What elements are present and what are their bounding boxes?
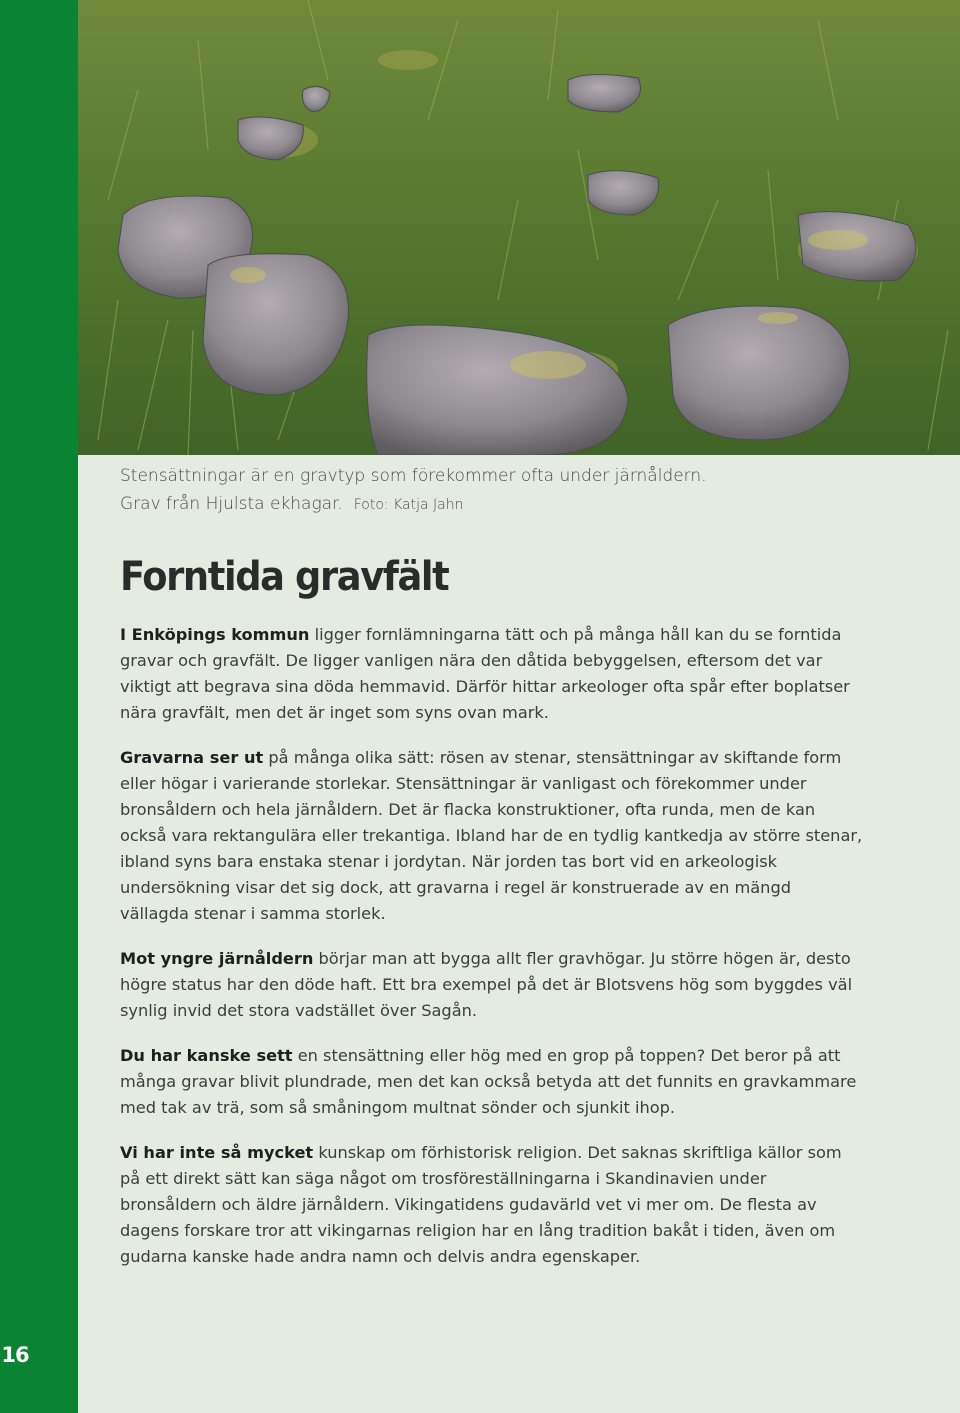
paragraph-text: en stensättning eller hög med en grop på toppen? Det beror på att många gravar blivit plundrade, men det kan också betyda att det funnits en gravkammare med tak av trä, som så småningom multnat sönder och sjunkit ihop. — [120, 1046, 857, 1117]
page-title: Forntida gravfält — [120, 554, 449, 600]
photo-caption — [120, 462, 920, 519]
grave-photo — [78, 0, 960, 455]
paragraph-3 — [120, 946, 865, 1024]
paragraph-lead: I Enköpings kommun — [120, 625, 310, 644]
side-stripe — [0, 0, 78, 1413]
photo-credit: Foto: Katja Jahn — [353, 497, 464, 513]
paragraph-1 — [120, 622, 865, 726]
paragraph-text: kunskap om förhistorisk religion. Det saknas skriftliga källor som på ett direkt sätt kan säga något om trosföreställningarna i Skandinavien under bronsåldern och äldre järnåldern. Vikingatidens gudavärld vet vi mer om. De flesta av dagens forskare tror att vikingarnas religion har en lång tradition bakåt i tiden, även om gudarna kanske hade andra namn och delvis andra egenskaper. — [120, 1143, 842, 1266]
paragraph-5 — [120, 1140, 865, 1270]
paragraph-text: börjar man att bygga allt fler gravhögar. Ju större högen är, desto högre status har den döde haft. Ett bra exempel på det är Blotsvens hög som byggdes väl synlig invid det stora vadstället över Sagån. — [120, 949, 853, 1020]
paragraph-lead: Mot yngre järnåldern — [120, 949, 314, 968]
paragraph-lead: Gravarna ser ut — [120, 748, 264, 767]
paragraph-lead: Du har kanske sett — [120, 1046, 293, 1065]
caption-line-1: Stensättningar är en gravtyp som förekommer ofta under järnåldern. — [120, 466, 707, 486]
content — [120, 462, 920, 1266]
page-number: 16 — [1, 1343, 29, 1367]
paragraph-text: ligger fornlämningarna tätt och på många håll kan du se forntida gravar och gravfält. De ligger vanligen nära den dåtida bebyggelsen, eftersom det var viktigt att begrava sina döda hemmavid. Därför hittar arkeologer ofta spår efter boplatser nära gravfält, men det är inget som syns ovan mark. — [120, 625, 850, 722]
paragraph-4 — [120, 1043, 865, 1121]
article-body — [120, 622, 865, 1289]
paragraph-lead: Vi har inte så mycket — [120, 1143, 314, 1162]
paragraph-text: på många olika sätt: rösen av stenar, stensättningar av skiftande form eller högar i varierande storlekar. Stensättningar är vanligast och förekommer under bronsåldern och hela järnåldern. Det är flacka konstruktioner, ofta runda, men de kan också vara rektangulära eller trekantiga. Ibland har de en tydlig kantkedja av större stenar, ibland syns bara enstaka stenar i jordytan. När jorden tas bort vid en arkeologisk undersökning visar det sig dock, att gravarna i regel är konstruerade av en mängd vällagda stenar i samma storlek. — [120, 748, 863, 923]
paragraph-2 — [120, 745, 865, 927]
caption-line-2: Grav från Hjulsta ekhagar. — [120, 494, 343, 514]
